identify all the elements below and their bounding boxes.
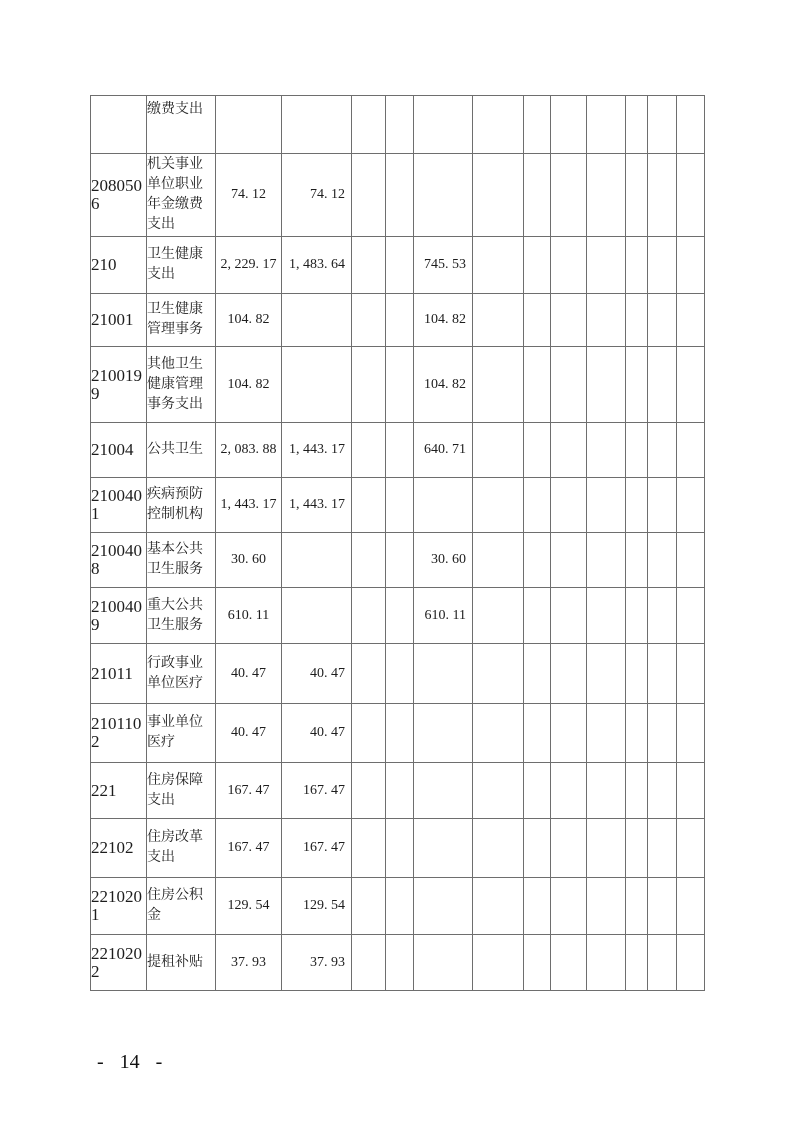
value-cell <box>473 644 524 704</box>
value-cell <box>524 644 551 704</box>
name-cell: 事业单位医疗 <box>147 704 216 763</box>
name-cell: 提租补贴 <box>147 935 216 991</box>
value-cell <box>587 588 626 644</box>
value-cell: 104. 82 <box>414 294 473 347</box>
value-cell <box>587 96 626 154</box>
value-cell <box>473 588 524 644</box>
code-cell: 2210202 <box>91 935 147 991</box>
value-cell <box>282 588 352 644</box>
value-cell: 37. 93 <box>282 935 352 991</box>
value-cell <box>386 478 414 533</box>
value-cell <box>648 478 677 533</box>
value-cell <box>386 423 414 478</box>
value-cell <box>352 237 386 294</box>
name-cell: 住房保障支出 <box>147 763 216 819</box>
value-cell <box>473 478 524 533</box>
value-cell: 40. 47 <box>282 704 352 763</box>
value-cell <box>626 644 648 704</box>
budget-table <box>90 95 705 991</box>
value-cell: 74. 12 <box>216 154 282 237</box>
value-cell <box>473 347 524 423</box>
value-cell <box>414 763 473 819</box>
value-cell <box>473 533 524 588</box>
value-cell <box>473 704 524 763</box>
value-cell <box>473 878 524 935</box>
value-cell <box>386 819 414 878</box>
value-cell <box>587 704 626 763</box>
value-cell <box>551 878 587 935</box>
value-cell: 129. 54 <box>216 878 282 935</box>
value-cell <box>626 533 648 588</box>
value-cell <box>524 347 551 423</box>
value-cell <box>677 96 705 154</box>
value-cell <box>677 644 705 704</box>
value-cell <box>648 878 677 935</box>
table-row <box>91 704 705 763</box>
value-cell <box>587 935 626 991</box>
value-cell <box>352 96 386 154</box>
code-cell: 2100401 <box>91 478 147 533</box>
value-cell <box>524 935 551 991</box>
value-cell <box>386 588 414 644</box>
value-cell <box>386 704 414 763</box>
name-cell: 机关事业单位职业年金缴费支出 <box>147 154 216 237</box>
value-cell <box>648 423 677 478</box>
value-cell <box>473 237 524 294</box>
value-cell <box>626 237 648 294</box>
value-cell: 40. 47 <box>216 644 282 704</box>
value-cell <box>626 935 648 991</box>
value-cell <box>626 294 648 347</box>
value-cell: 610. 11 <box>414 588 473 644</box>
value-cell <box>587 478 626 533</box>
value-cell: 1, 443. 17 <box>282 423 352 478</box>
value-cell <box>352 294 386 347</box>
value-cell <box>386 644 414 704</box>
value-cell <box>677 237 705 294</box>
value-cell <box>648 96 677 154</box>
value-cell <box>648 763 677 819</box>
value-cell <box>551 478 587 533</box>
value-cell <box>352 478 386 533</box>
value-cell <box>473 763 524 819</box>
value-cell <box>524 763 551 819</box>
value-cell <box>386 533 414 588</box>
value-cell <box>626 478 648 533</box>
value-cell <box>648 294 677 347</box>
name-cell: 公共卫生 <box>147 423 216 478</box>
value-cell <box>386 96 414 154</box>
value-cell <box>587 819 626 878</box>
name-cell: 缴费支出 <box>147 96 216 154</box>
value-cell <box>216 96 282 154</box>
table-row <box>91 878 705 935</box>
value-cell: 74. 12 <box>282 154 352 237</box>
value-cell <box>386 878 414 935</box>
value-cell <box>524 478 551 533</box>
value-cell <box>551 154 587 237</box>
table-row <box>91 478 705 533</box>
code-cell: 2210201 <box>91 878 147 935</box>
value-cell <box>551 819 587 878</box>
value-cell <box>551 588 587 644</box>
value-cell <box>282 533 352 588</box>
value-cell: 30. 60 <box>216 533 282 588</box>
value-cell <box>386 154 414 237</box>
value-cell <box>524 819 551 878</box>
value-cell: 167. 47 <box>282 763 352 819</box>
value-cell: 2, 229. 17 <box>216 237 282 294</box>
value-cell <box>677 763 705 819</box>
value-cell <box>473 294 524 347</box>
value-cell <box>626 763 648 819</box>
value-cell <box>626 96 648 154</box>
value-cell <box>626 347 648 423</box>
value-cell <box>473 154 524 237</box>
code-cell <box>91 96 147 154</box>
value-cell <box>648 347 677 423</box>
value-cell <box>352 533 386 588</box>
value-cell: 167. 47 <box>216 819 282 878</box>
value-cell <box>551 763 587 819</box>
value-cell: 37. 93 <box>216 935 282 991</box>
page-number: - 14 - <box>97 1051 163 1073</box>
value-cell <box>414 704 473 763</box>
value-cell <box>414 819 473 878</box>
value-cell <box>282 347 352 423</box>
value-cell <box>648 533 677 588</box>
value-cell <box>414 96 473 154</box>
value-cell <box>352 819 386 878</box>
value-cell: 2, 083. 88 <box>216 423 282 478</box>
value-cell <box>352 347 386 423</box>
value-cell <box>524 533 551 588</box>
value-cell: 40. 47 <box>282 644 352 704</box>
value-cell <box>352 704 386 763</box>
name-cell: 疾病预防控制机构 <box>147 478 216 533</box>
value-cell <box>587 644 626 704</box>
name-cell: 重大公共卫生服务 <box>147 588 216 644</box>
code-cell: 2080506 <box>91 154 147 237</box>
value-cell <box>648 588 677 644</box>
value-cell <box>626 588 648 644</box>
value-cell <box>473 819 524 878</box>
value-cell <box>677 704 705 763</box>
value-cell <box>648 704 677 763</box>
table-row <box>91 588 705 644</box>
code-cell: 2100409 <box>91 588 147 644</box>
code-cell: 21004 <box>91 423 147 478</box>
value-cell <box>587 763 626 819</box>
value-cell <box>473 423 524 478</box>
value-cell: 745. 53 <box>414 237 473 294</box>
value-cell: 1, 443. 17 <box>282 478 352 533</box>
value-cell: 640. 71 <box>414 423 473 478</box>
value-cell <box>587 533 626 588</box>
value-cell <box>677 154 705 237</box>
value-cell <box>587 423 626 478</box>
value-cell <box>626 878 648 935</box>
value-cell <box>587 154 626 237</box>
value-cell <box>677 533 705 588</box>
value-cell <box>677 478 705 533</box>
name-cell: 基本公共卫生服务 <box>147 533 216 588</box>
value-cell <box>648 237 677 294</box>
value-cell: 1, 443. 17 <box>216 478 282 533</box>
value-cell: 40. 47 <box>216 704 282 763</box>
value-cell <box>677 588 705 644</box>
value-cell: 167. 47 <box>216 763 282 819</box>
value-cell <box>386 237 414 294</box>
code-cell: 221 <box>91 763 147 819</box>
value-cell <box>648 935 677 991</box>
value-cell <box>677 294 705 347</box>
value-cell <box>414 935 473 991</box>
value-cell <box>626 704 648 763</box>
value-cell <box>524 588 551 644</box>
name-cell: 其他卫生健康管理事务支出 <box>147 347 216 423</box>
value-cell <box>551 237 587 294</box>
table-row <box>91 237 705 294</box>
value-cell <box>626 423 648 478</box>
table-row <box>91 96 705 154</box>
code-cell: 22102 <box>91 819 147 878</box>
table-row <box>91 294 705 347</box>
value-cell: 30. 60 <box>414 533 473 588</box>
value-cell <box>626 819 648 878</box>
value-cell <box>414 478 473 533</box>
table-row <box>91 423 705 478</box>
value-cell <box>551 347 587 423</box>
value-cell <box>473 935 524 991</box>
value-cell <box>524 96 551 154</box>
value-cell <box>551 533 587 588</box>
table-row <box>91 154 705 237</box>
value-cell <box>677 423 705 478</box>
value-cell <box>551 935 587 991</box>
value-cell: 104. 82 <box>414 347 473 423</box>
value-cell <box>352 423 386 478</box>
value-cell <box>352 644 386 704</box>
value-cell <box>677 347 705 423</box>
value-cell <box>524 294 551 347</box>
name-cell: 卫生健康支出 <box>147 237 216 294</box>
table-row <box>91 935 705 991</box>
value-cell: 104. 82 <box>216 294 282 347</box>
value-cell <box>473 96 524 154</box>
value-cell <box>551 644 587 704</box>
table-row <box>91 819 705 878</box>
value-cell: 167. 47 <box>282 819 352 878</box>
value-cell <box>386 935 414 991</box>
value-cell <box>551 704 587 763</box>
value-cell <box>386 347 414 423</box>
value-cell <box>282 294 352 347</box>
table-row <box>91 347 705 423</box>
table-row <box>91 533 705 588</box>
value-cell <box>524 423 551 478</box>
value-cell: 129. 54 <box>282 878 352 935</box>
value-cell <box>677 819 705 878</box>
value-cell <box>551 294 587 347</box>
value-cell <box>386 763 414 819</box>
code-cell: 2101102 <box>91 704 147 763</box>
value-cell <box>648 154 677 237</box>
value-cell <box>677 878 705 935</box>
value-cell <box>587 294 626 347</box>
value-cell <box>352 588 386 644</box>
value-cell: 104. 82 <box>216 347 282 423</box>
name-cell: 卫生健康管理事务 <box>147 294 216 347</box>
value-cell <box>648 819 677 878</box>
value-cell <box>414 644 473 704</box>
value-cell <box>551 96 587 154</box>
value-cell <box>524 878 551 935</box>
value-cell <box>352 878 386 935</box>
value-cell <box>587 347 626 423</box>
code-cell: 2100408 <box>91 533 147 588</box>
name-cell: 行政事业单位医疗 <box>147 644 216 704</box>
value-cell <box>524 154 551 237</box>
value-cell <box>282 96 352 154</box>
value-cell <box>587 878 626 935</box>
name-cell: 住房公积金 <box>147 878 216 935</box>
code-cell: 2100199 <box>91 347 147 423</box>
value-cell: 1, 483. 64 <box>282 237 352 294</box>
value-cell <box>352 935 386 991</box>
value-cell <box>648 644 677 704</box>
value-cell <box>626 154 648 237</box>
value-cell <box>386 294 414 347</box>
value-cell <box>524 704 551 763</box>
value-cell <box>587 237 626 294</box>
code-cell: 21001 <box>91 294 147 347</box>
table-row <box>91 644 705 704</box>
value-cell <box>551 423 587 478</box>
value-cell <box>524 237 551 294</box>
value-cell <box>352 154 386 237</box>
code-cell: 21011 <box>91 644 147 704</box>
value-cell <box>414 154 473 237</box>
table-row <box>91 763 705 819</box>
code-cell: 210 <box>91 237 147 294</box>
name-cell: 住房改革支出 <box>147 819 216 878</box>
value-cell <box>352 763 386 819</box>
value-cell <box>414 878 473 935</box>
value-cell: 610. 11 <box>216 588 282 644</box>
value-cell <box>677 935 705 991</box>
